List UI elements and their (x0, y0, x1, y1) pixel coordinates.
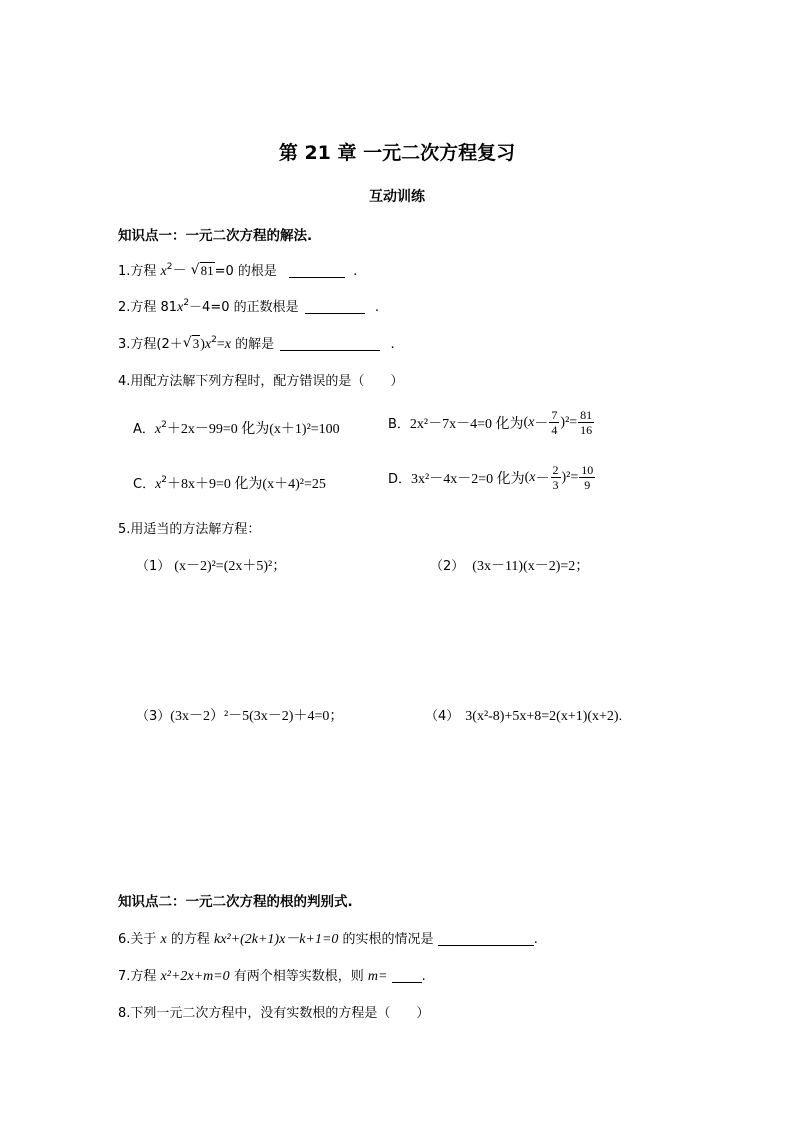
option-a[interactable]: A．$x^2+2x-99=0$ 化为(x＋1)²=100 (133, 420, 340, 437)
question-1: 1.方程 $x^2-$ √ 81=0 的根是 . (118, 262, 358, 279)
option-b[interactable]: B． 2x²－7x－4=0 化为 ( x － $\frac{7}{4}$ )²= $\frac{81}{16}$ (388, 408, 593, 437)
option-c[interactable]: C．$x^2+8x+9=0$ 化为(x＋4)²=25 (133, 475, 326, 492)
question-6: 6.关于 x 的方程 kx²+(2k+1)x－k+1=0 的实根的情况是 . (118, 932, 538, 947)
answer-blank-2[interactable] (305, 299, 365, 314)
section-heading-2: 知识点二：一元二次方程的根的判别式. (118, 894, 353, 910)
fraction-81-16: $\frac{81}{16}$ (580, 408, 593, 437)
question-5-part-3: （3）(3x－2）²－5(3x－2)＋4=0； (136, 709, 344, 724)
question-4-stem: 4.用配方法解下列方程时，配方错误的是（ ） (118, 374, 404, 389)
page-subtitle: 互动训练 (369, 189, 425, 205)
sqrt-81: √ 81 (190, 262, 214, 278)
question-5-part-4: （4） 3(x²-8)+5x+8=2(x+1)(x+2). (425, 709, 623, 724)
answer-blank-6[interactable] (438, 931, 534, 946)
fraction-10-9: $\frac{10}{9}$ (581, 463, 594, 492)
question-5-part-2: （2） (3x－11)(x－2)=2； (430, 559, 590, 574)
question-3: 3.方程(2＋ √ $3)x^2=x$ 的解是 . (118, 335, 395, 352)
sqrt-3: √ 3 (182, 335, 200, 351)
question-7: 7.方程 x²+2x+m=0 有两个相等实数根，则 m= . (118, 969, 426, 984)
question-2: 2.方程 $81x^2-4=0$ 的正数根是 . (118, 298, 380, 315)
question-5-part-1: （1） (x－2)²=(2x＋5)²； (136, 559, 287, 574)
question-8: 8.下列一元二次方程中，没有实数根的方程是（ ） (118, 1006, 430, 1021)
page-title: 第 21 章 一元二次方程复习 (278, 142, 516, 164)
option-d[interactable]: D． 3x²－4x－2=0 化为 ( x － $\frac{2}{3}$ )²= $\frac{10}{9}$ (388, 463, 594, 492)
answer-blank-7[interactable] (392, 968, 422, 983)
answer-blank-1[interactable] (289, 263, 345, 278)
fraction-7-4: $\frac{7}{4}$ (551, 408, 558, 437)
section-heading-1: 知识点一：一元二次方程的解法. (118, 228, 313, 244)
answer-blank-3[interactable] (280, 336, 380, 351)
fraction-2-3: $\frac{2}{3}$ (552, 463, 559, 492)
question-5-stem: 5.用适当的方法解方程： (118, 522, 261, 537)
